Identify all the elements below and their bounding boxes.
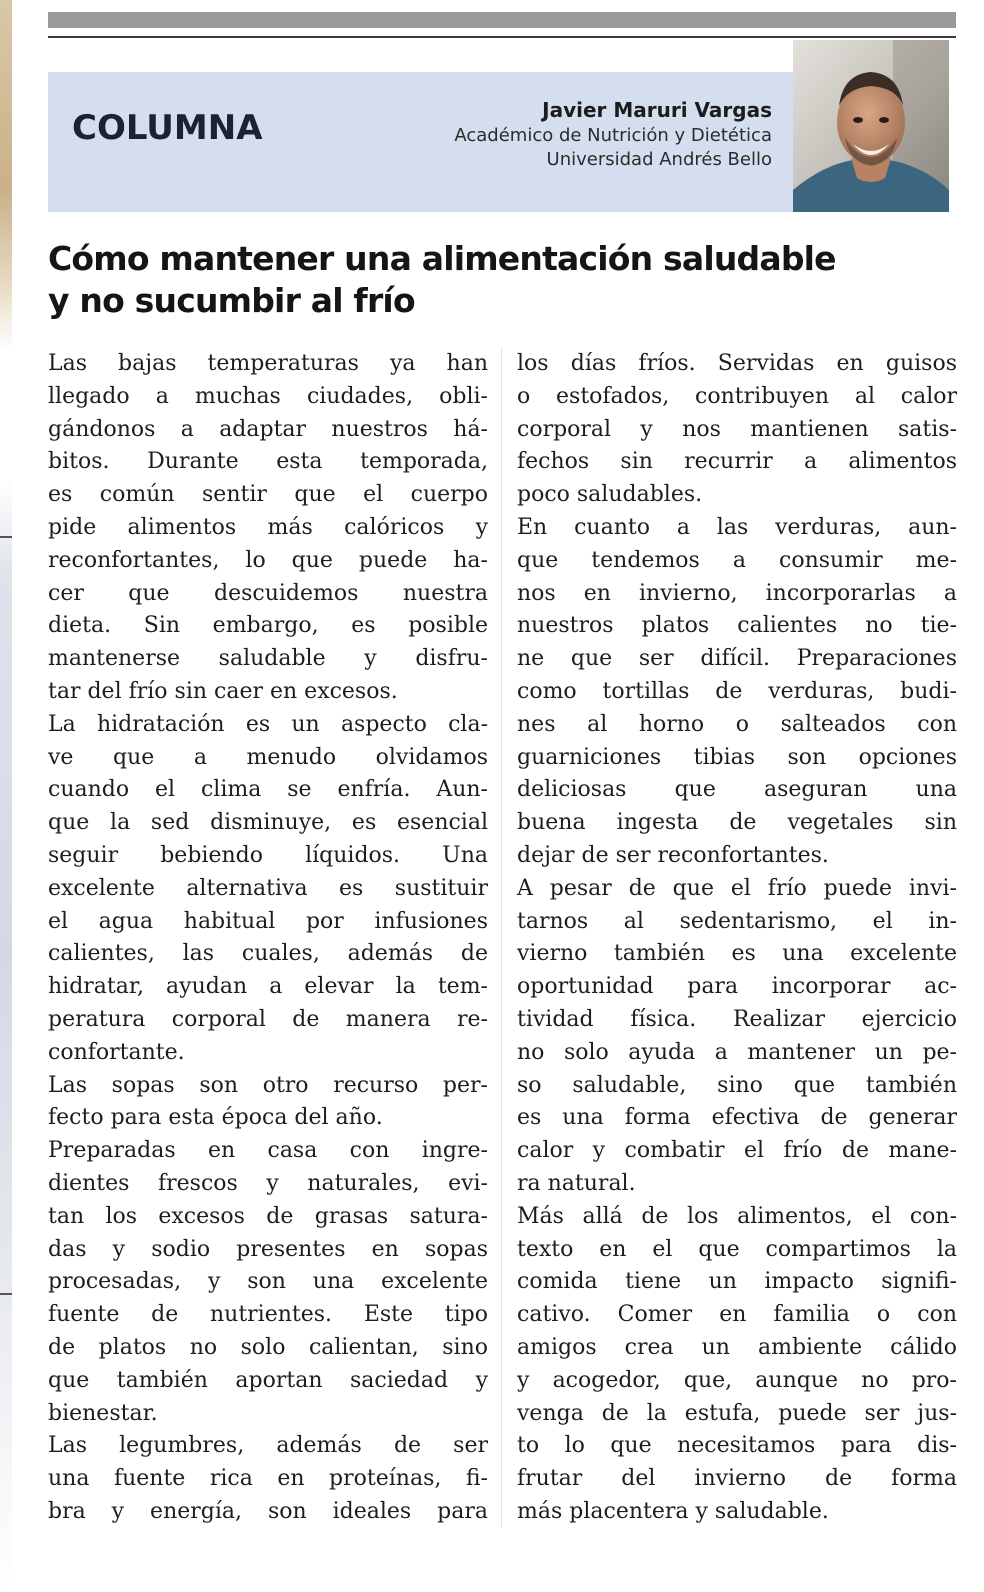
article-column-right xyxy=(517,348,957,1529)
article-text-line: o estofados, contribuyen al calor xyxy=(517,383,957,409)
article-text-line: ve que a menudo olvidamos xyxy=(48,744,488,770)
article-text-line: nes al horno o salteados con xyxy=(517,711,957,737)
headline-line: Cómo mantener una alimentación saludable xyxy=(48,239,836,278)
article-text-line: calientes, las cuales, además de xyxy=(48,941,488,967)
article-text-line: fechos sin recurrir a alimentos xyxy=(517,449,957,475)
adjacent-page-edge xyxy=(0,0,12,1592)
article-text-line: seguir bebiendo líquidos. Una xyxy=(48,842,488,868)
article-text-line: los días fríos. Servidas en guisos xyxy=(517,351,957,376)
article-text-line: es una forma efectiva de generar xyxy=(517,1105,957,1131)
article-headline xyxy=(48,238,948,322)
article-text-line: cativo. Comer en familia o con xyxy=(517,1302,957,1328)
article-text-line: bienestar. xyxy=(48,1400,158,1426)
author-byline xyxy=(352,96,772,172)
article-text-line: Las legumbres, además de ser xyxy=(48,1433,488,1459)
article-column-left xyxy=(48,348,488,1529)
article-text-line: oportunidad para incorporar ac- xyxy=(517,974,957,1000)
article-text-line: bra y energía, son ideales para xyxy=(48,1498,488,1524)
author-institution: Universidad Andrés Bello xyxy=(546,149,772,170)
section-label: COLUMNA xyxy=(72,108,263,148)
article-text-line: una fuente rica en proteínas, fi- xyxy=(48,1466,488,1492)
article-text-line: el agua habitual por infusiones xyxy=(48,908,488,934)
article-text-line: no solo ayuda a mantener un pe- xyxy=(517,1039,957,1065)
article-text-line: peratura corporal de manera re- xyxy=(48,1006,488,1032)
article-text-line: Las bajas temperaturas ya han xyxy=(48,351,488,376)
article-text-line: mantenerse saludable y disfru- xyxy=(48,646,488,672)
article-text-line: A pesar de que el frío puede invi- xyxy=(517,875,957,901)
author-portrait-illustration xyxy=(793,40,949,212)
article-text-line: to lo que necesitamos para dis- xyxy=(517,1433,957,1459)
article-text-line: texto en el que compartimos la xyxy=(517,1236,957,1262)
article-text-line: y acogedor, que, aunque no pro- xyxy=(517,1367,957,1393)
article-text-line: como tortillas de verduras, budi- xyxy=(517,678,957,704)
article-text-line: venga de la estufa, puede ser jus- xyxy=(517,1400,957,1426)
column-gutter xyxy=(501,348,502,1528)
article-text-line: llegado a muchas ciudades, obli- xyxy=(48,383,488,409)
article-text-line: tan los excesos de grasas satura- xyxy=(48,1203,488,1229)
article-text-line: so saludable, sino que también xyxy=(517,1072,957,1098)
adjacent-page-rule xyxy=(0,1293,12,1295)
author-role: Académico de Nutrición y Dietética xyxy=(454,125,772,146)
article-text-line: es común sentir que el cuerpo xyxy=(48,482,488,508)
article-text-line: frutar del invierno de forma xyxy=(517,1466,957,1492)
article-text-line: fecto para esta época del año. xyxy=(48,1105,383,1131)
article-text-line: nuestros platos calientes no tie- xyxy=(517,613,957,639)
article-text-line: que también aportan saciedad y xyxy=(48,1367,488,1393)
article-text-line: de platos no solo calientan, sino xyxy=(48,1334,488,1360)
article-text-line: gándonos a adaptar nuestros há- xyxy=(48,416,488,442)
top-grey-band xyxy=(48,12,956,28)
article-text-line: En cuanto a las verduras, aun- xyxy=(517,514,957,540)
article-text-line: que la sed disminuye, es esencial xyxy=(48,810,488,836)
article-text-line: Más allá de los alimentos, el con- xyxy=(517,1203,957,1229)
article-text-line: buena ingesta de vegetales sin xyxy=(517,810,957,836)
article-text-line: que tendemos a consumir me- xyxy=(517,547,957,573)
article-text-line: das y sodio presentes en sopas xyxy=(48,1236,488,1262)
article-text-line: tividad física. Realizar ejercicio xyxy=(517,1006,957,1032)
article-text-line: fuente de nutrientes. Este tipo xyxy=(48,1302,488,1328)
article-text-line: ne que ser difícil. Preparaciones xyxy=(517,646,957,672)
article-text-line: hidratar, ayudan a elevar la tem- xyxy=(48,974,488,1000)
article-text-line: nos en invierno, incorporarlas a xyxy=(517,580,957,606)
article-text-line: guarniciones tibias son opciones xyxy=(517,744,957,770)
article-text-line: excelente alternativa es sustituir xyxy=(48,875,488,901)
article-text-line: amigos crea un ambiente cálido xyxy=(517,1334,957,1360)
article-text-line: poco saludables. xyxy=(517,482,703,508)
article-text-line: calor y combatir el frío de mane- xyxy=(517,1138,957,1164)
article-text-line: reconfortantes, lo que puede ha- xyxy=(48,547,488,573)
article-text-line: comida tiene un impacto signifi- xyxy=(517,1269,957,1295)
top-divider-line xyxy=(48,36,956,38)
article-text-line: corporal y nos mantienen satis- xyxy=(517,416,957,442)
article-text-line: más placentera y saludable. xyxy=(517,1498,829,1524)
article-text-line: vierno también es una excelente xyxy=(517,941,957,967)
article-text-line: pide alimentos más calóricos y xyxy=(48,514,488,540)
article-text-line: dientes frescos y naturales, evi- xyxy=(48,1170,488,1196)
article-text-line: tarnos al sedentarismo, el in- xyxy=(517,908,957,934)
headline-line: y no sucumbir al frío xyxy=(48,281,415,320)
article-text-line: Preparadas en casa con ingre- xyxy=(48,1138,488,1164)
author-photo xyxy=(793,40,949,212)
article-text-line: cer que descuidemos nuestra xyxy=(48,580,488,606)
article-text-line: cuando el clima se enfría. Aun- xyxy=(48,777,488,803)
article-text-line: dejar de ser reconfortantes. xyxy=(517,842,829,868)
article-text-line: ra natural. xyxy=(517,1170,636,1196)
article-text-line: deliciosas que aseguran una xyxy=(517,777,957,803)
article-text-line: procesadas, y son una excelente xyxy=(48,1269,488,1295)
adjacent-page-rule xyxy=(0,536,12,538)
article-text-line: confortante. xyxy=(48,1039,185,1065)
article-text-line: Las sopas son otro recurso per- xyxy=(48,1072,488,1098)
article-text-line: tar del frío sin caer en excesos. xyxy=(48,678,398,704)
author-name: Javier Maruri Vargas xyxy=(542,98,772,122)
article-text-line: bitos. Durante esta temporada, xyxy=(48,449,488,475)
article-text-line: dieta. Sin embargo, es posible xyxy=(48,613,488,639)
article-text-line: La hidratación es un aspecto cla- xyxy=(48,711,488,737)
